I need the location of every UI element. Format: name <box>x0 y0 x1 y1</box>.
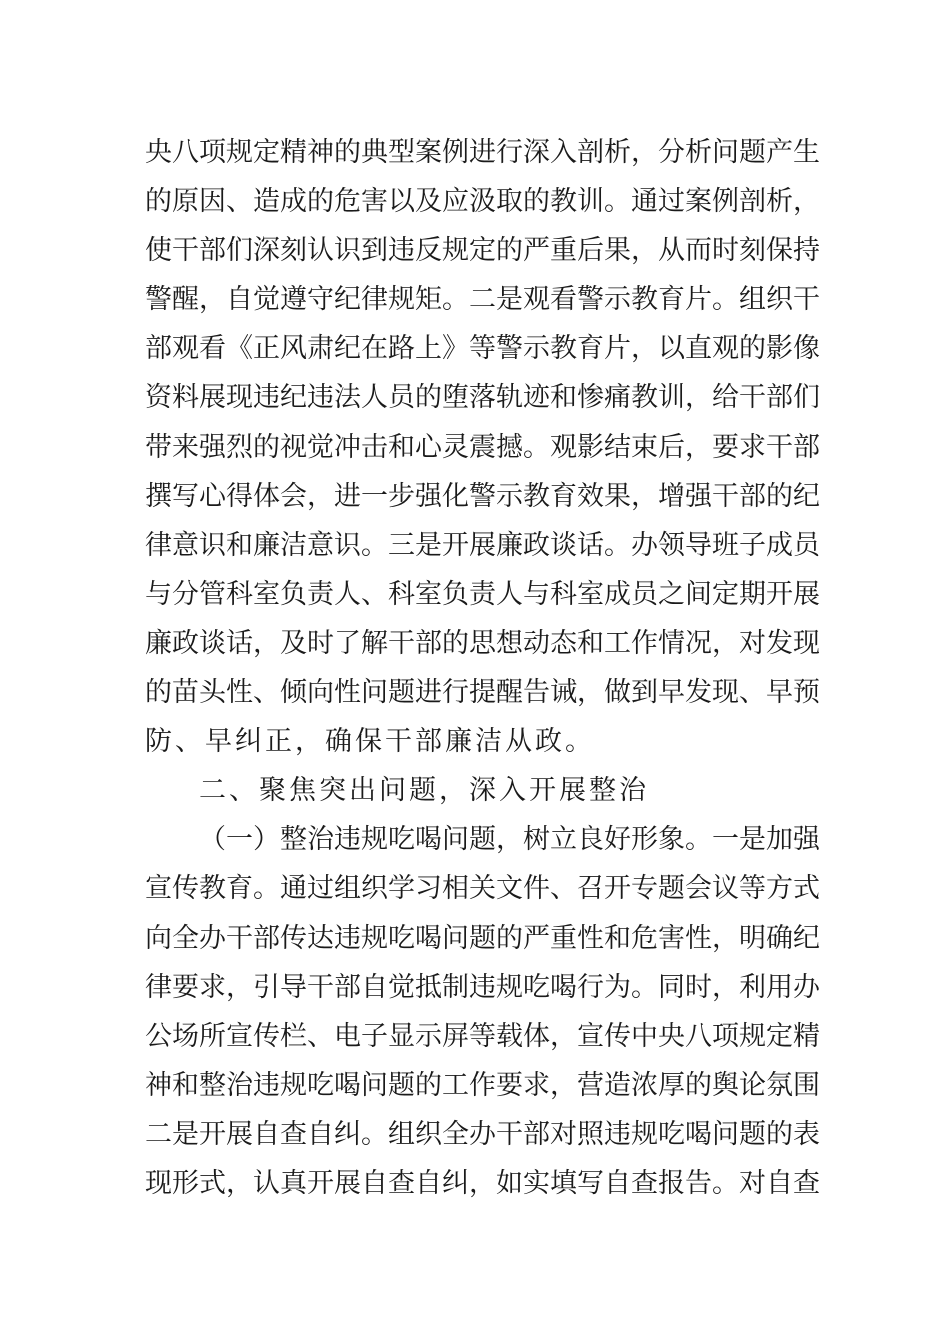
text-line: 使干部们深刻认识到违反规定的严重后果，从而时刻保持 <box>145 235 820 267</box>
text-line: 资料展现违纪违法人员的堕落轨迹和惨痛教训，给干部们 <box>145 382 820 414</box>
text-line: 的苗头性、倾向性问题进行提醒告诫，做到早发现、早预 <box>145 677 820 709</box>
section-heading: 二、聚焦突出问题，深入开展整治 <box>199 775 649 807</box>
text-line: 警醒，自觉遵守纪律规矩。二是观看警示教育片。组织干 <box>145 284 820 316</box>
text-line: 部观看《正风肃纪在路上》等警示教育片，以直观的影像 <box>145 333 820 365</box>
text-line: 向全办干部传达违规吃喝问题的严重性和危害性，明确纪 <box>145 922 820 954</box>
document-body <box>145 128 820 1208</box>
text-line: 二是开展自查自纠。组织全办干部对照违规吃喝问题的表 <box>145 1118 820 1150</box>
text-line: 撰写心得体会，进一步强化警示教育效果，增强干部的纪 <box>145 480 820 512</box>
text-line: 公场所宣传栏、电子显示屏等载体，宣传中央八项规定精 <box>145 1020 820 1052</box>
text-line: 带来强烈的视觉冲击和心灵震撼。观影结束后，要求干部 <box>145 431 820 463</box>
text-line: 防、早纠正，确保干部廉洁从政。 <box>145 726 595 758</box>
text-line: 神和整治违规吃喝问题的工作要求，营造浓厚的舆论氛围 <box>145 1069 820 1101</box>
text-line: （一）整治违规吃喝问题，树立良好形象。一是加强 <box>199 824 820 856</box>
text-line: 律意识和廉洁意识。三是开展廉政谈话。办领导班子成员 <box>145 529 820 561</box>
text-line: 廉政谈话，及时了解干部的思想动态和工作情况，对发现 <box>145 627 820 659</box>
text-line: 的原因、造成的危害以及应汲取的教训。通过案例剖析， <box>145 186 820 218</box>
text-line: 与分管科室负责人、科室负责人与科室成员之间定期开展 <box>145 578 820 610</box>
text-line: 现形式，认真开展自查自纠，如实填写自查报告。对自查 <box>145 1167 820 1199</box>
text-line: 央八项规定精神的典型案例进行深入剖析，分析问题产生 <box>145 137 820 168</box>
paragraph-1 <box>145 128 820 766</box>
paragraph-2 <box>145 815 820 1208</box>
text-line: 律要求，引导干部自觉抵制违规吃喝行为。同时，利用办 <box>145 971 820 1003</box>
text-line: 宣传教育。通过组织学习相关文件、召开专题会议等方式 <box>145 873 820 905</box>
